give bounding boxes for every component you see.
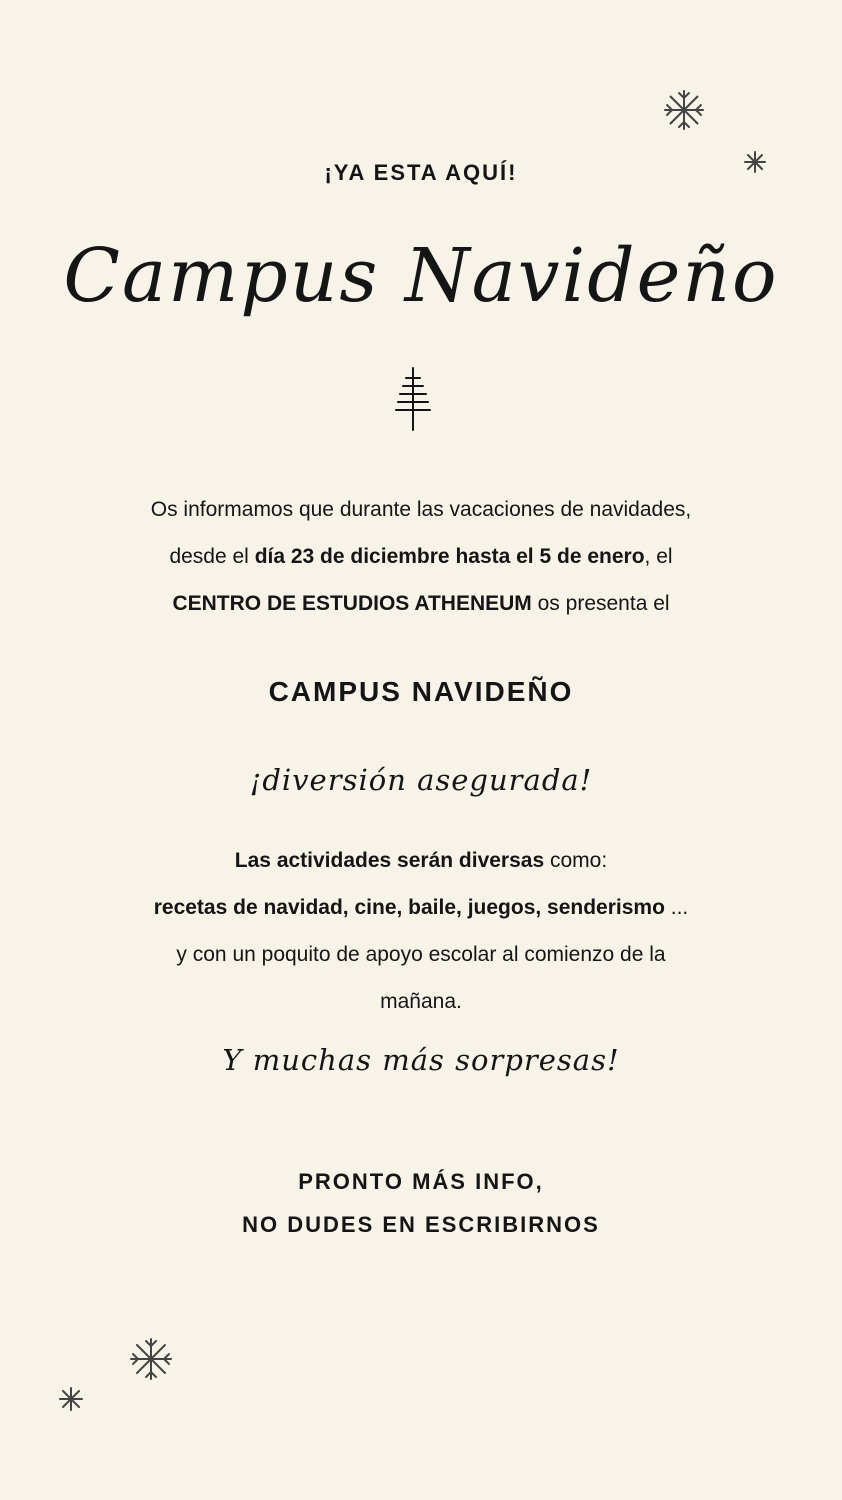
diversion-script-line: ¡diversión asegurada! (249, 763, 593, 797)
intro-center-name: CENTRO DE ESTUDIOS ATHENEUM (172, 592, 532, 615)
intro-line-2 (40, 533, 802, 580)
activities-line-3: y con un poquito de apoyo escolar al comienzo de la (176, 943, 666, 966)
outro-block (0, 1160, 842, 1246)
activities-list: recetas de navidad, cine, baile, juegos, senderismo (153, 896, 665, 919)
activities-line-2 (40, 884, 802, 931)
outro-line-1: PRONTO MÁS INFO, (298, 1169, 544, 1194)
snowflake-icon (58, 1386, 84, 1412)
intro-line-3-suffix: os presenta el (531, 592, 670, 615)
intro-dates: día 23 de diciembre hasta el 5 de enero (254, 545, 645, 568)
activities-line-1-suffix: como: (544, 849, 608, 872)
intro-line-1: Os informamos que durante las vacaciones de navidades, (150, 498, 692, 521)
intro-line-2-prefix: desde el (169, 545, 255, 568)
campus-heading: CAMPUS NAVIDEÑO (268, 676, 574, 707)
snowflake-icon (662, 88, 706, 132)
activities-line-4: mañana. (380, 990, 462, 1013)
snowflake-icon (128, 1336, 174, 1382)
intro-line-3 (40, 580, 802, 627)
outro-line-2: NO DUDES EN ESCRIBIRNOS (242, 1212, 600, 1237)
activities-line-1 (40, 837, 802, 884)
surprises-script-line: Y muchas más sorpresas! (222, 1043, 620, 1077)
campus-script-title: Campus Navideño (63, 233, 779, 319)
activities-intro: Las actividades serán diversas (234, 849, 545, 872)
activities-paragraph (40, 837, 802, 1025)
tree-icon (392, 366, 434, 432)
intro-line-2-suffix: , el (644, 545, 673, 568)
intro-paragraph (40, 486, 802, 627)
kicker-heading: ¡YA ESTA AQUÍ! (324, 160, 518, 185)
activities-line-2-suffix: ... (664, 896, 689, 919)
